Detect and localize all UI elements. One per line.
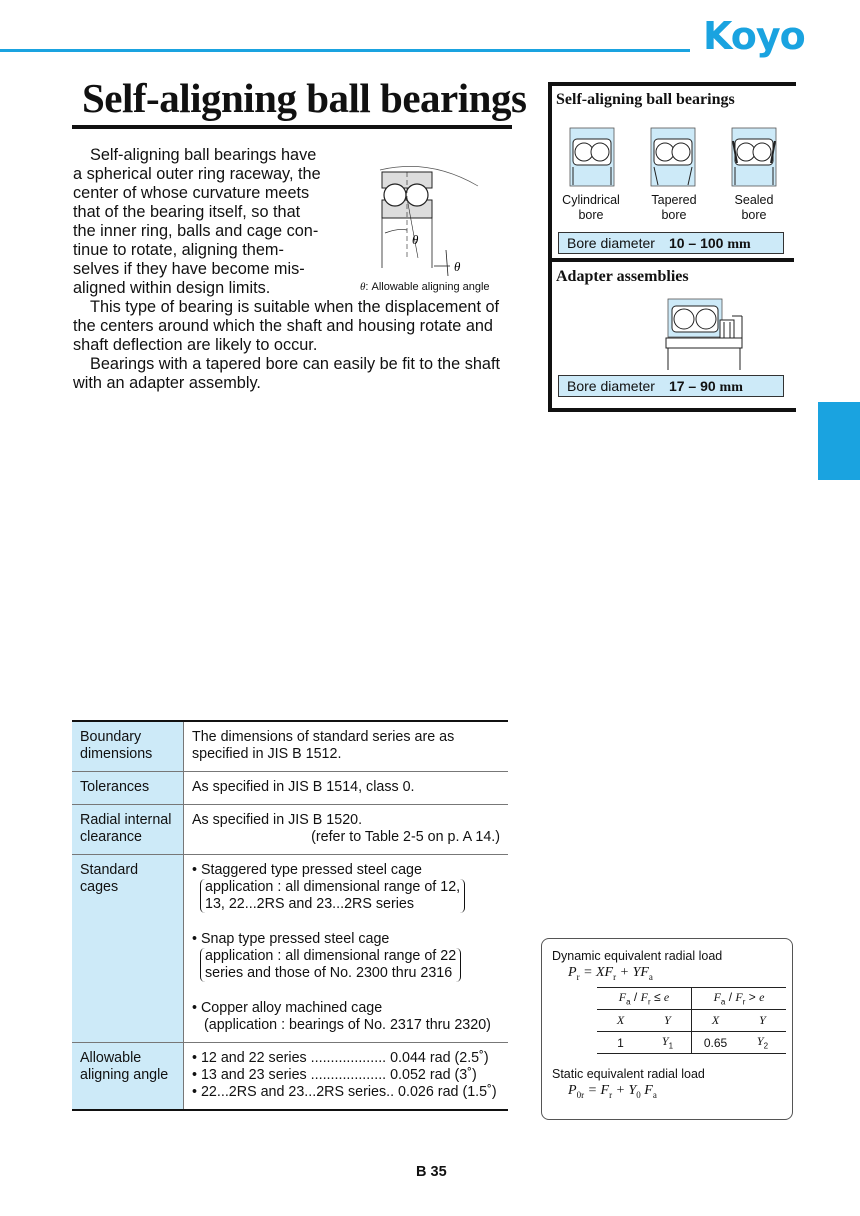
- tapered-bore-bearing-icon: [650, 127, 696, 187]
- bore-diameter-box-1: Bore diameter 10 – 100 mm: [558, 232, 784, 254]
- figure-caption: θ: Allowable aligning angle: [360, 281, 490, 293]
- table-row: [72, 1043, 508, 1111]
- sealed-bearing-icon: [731, 127, 777, 187]
- spec-table: [72, 720, 508, 1111]
- spec-label: Tolerances: [72, 772, 184, 805]
- spec-value: • 12 and 22 series ................... 0.044 rad (2.5˚) • 13 and 23 series ................... 0.052 rad (3˚) • 22...2RS and 23...2RS series.. 0.026 rad (1.5˚): [184, 1043, 509, 1111]
- spec-value: The dimensions of standard series are as specified in JIS B 1512.: [184, 721, 509, 772]
- header-rule: [0, 49, 690, 52]
- dynamic-load-title: Dynamic equivalent radial load: [552, 949, 723, 963]
- static-load-title: Static equivalent radial load: [552, 1067, 705, 1081]
- spec-label: Boundary dimensions: [72, 721, 184, 772]
- theta-label-2: θ: [454, 259, 461, 274]
- type-label-tapered: Tapered bore: [651, 193, 697, 222]
- xy-x2: 0.65: [692, 1032, 740, 1054]
- bore-diameter-box-2: Bore diameter 17 – 90 mm: [558, 375, 784, 397]
- side-index-tab: [818, 402, 860, 480]
- xy-y2: $Y_2$: [739, 1032, 786, 1054]
- table-row: [72, 855, 508, 1043]
- static-load-formula: $P_{0r} = F_r + Y_0$ $F_a$: [568, 1083, 657, 1100]
- xy-factor-table: $F_a / F_r \le e$ $F_a / F_r > e$ X Y X Y 1 $Y_1$ 0.65 $Y_2$: [597, 987, 786, 1054]
- xy-x1: 1: [597, 1032, 644, 1054]
- bearings-title: Self-aligning ball bearings: [556, 91, 735, 108]
- page-number: B 35: [416, 1164, 447, 1180]
- aligning-angle-diagram: [350, 158, 480, 298]
- dynamic-load-formula: $P_r = XF_r + YF_a$: [568, 965, 653, 982]
- xy-header-right: $F_a / F_r > e$: [692, 988, 787, 1010]
- cage1-detail: application : all dimensional range of 12, 13, 22...2RS and 23...2RS series: [200, 879, 465, 913]
- spec-value: As specified in JIS B 1514, class 0.: [184, 772, 509, 805]
- koyo-logo: Koyo: [703, 14, 805, 58]
- table-row: [72, 805, 508, 855]
- title-underline: [72, 125, 512, 129]
- intro-para-1: Self-aligning ball bearings have a spherical outer ring raceway, the center of whose curvature meets that of the bearing itself, so that the inner ring, balls and cage con- tinue to rotate, aligning them- selves if they have become mis- aligned within design limits.: [73, 146, 321, 297]
- spec-label: Standard cages: [72, 855, 184, 1043]
- page-title: Self-aligning ball bearings: [82, 75, 527, 121]
- intro-para-2: This type of bearing is suitable when the displacement of the centers around which the shaft and housing rotate and shaft deflection are likely to occur.: [73, 298, 500, 354]
- spec-value: As specified in JIS B 1520. (refer to Table 2-5 on p. A 14.): [184, 805, 509, 855]
- xy-header-left: $F_a / F_r \le e$: [597, 988, 692, 1010]
- theta-label-1: θ: [412, 232, 419, 247]
- cylindrical-bore-bearing-icon: [569, 127, 615, 187]
- xy-y1: $Y_1$: [644, 1032, 692, 1054]
- adapter-title: Adapter assemblies: [556, 268, 689, 285]
- table-row: [72, 772, 508, 805]
- cage2-detail: application : all dimensional range of 22 series and those of No. 2300 thru 2316: [200, 948, 461, 982]
- adapter-assembly-icon: [664, 298, 746, 372]
- intro-para-3: Bearings with a tapered bore can easily be fit to the shaft with an adapter assembly.: [73, 355, 500, 392]
- panel-divider: [552, 258, 794, 262]
- spec-value: • Staggered type pressed steel cage application : all dimensional range of 12, 13, 22...2RS and 23...2RS series • Snap type pressed steel cage application : all dimensional range of 22 series and those of No. 2300 thru 2316 • Copper alloy machined cage (application : bearings of No. 2317 thru 2320): [184, 855, 509, 1043]
- spec-label: Allowable aligning angle: [72, 1043, 184, 1111]
- type-label-cylindrical: Cylindrical bore: [562, 193, 620, 222]
- table-row: [72, 721, 508, 772]
- spec-label: Radial internal clearance: [72, 805, 184, 855]
- type-label-sealed: Sealed bore: [734, 193, 774, 222]
